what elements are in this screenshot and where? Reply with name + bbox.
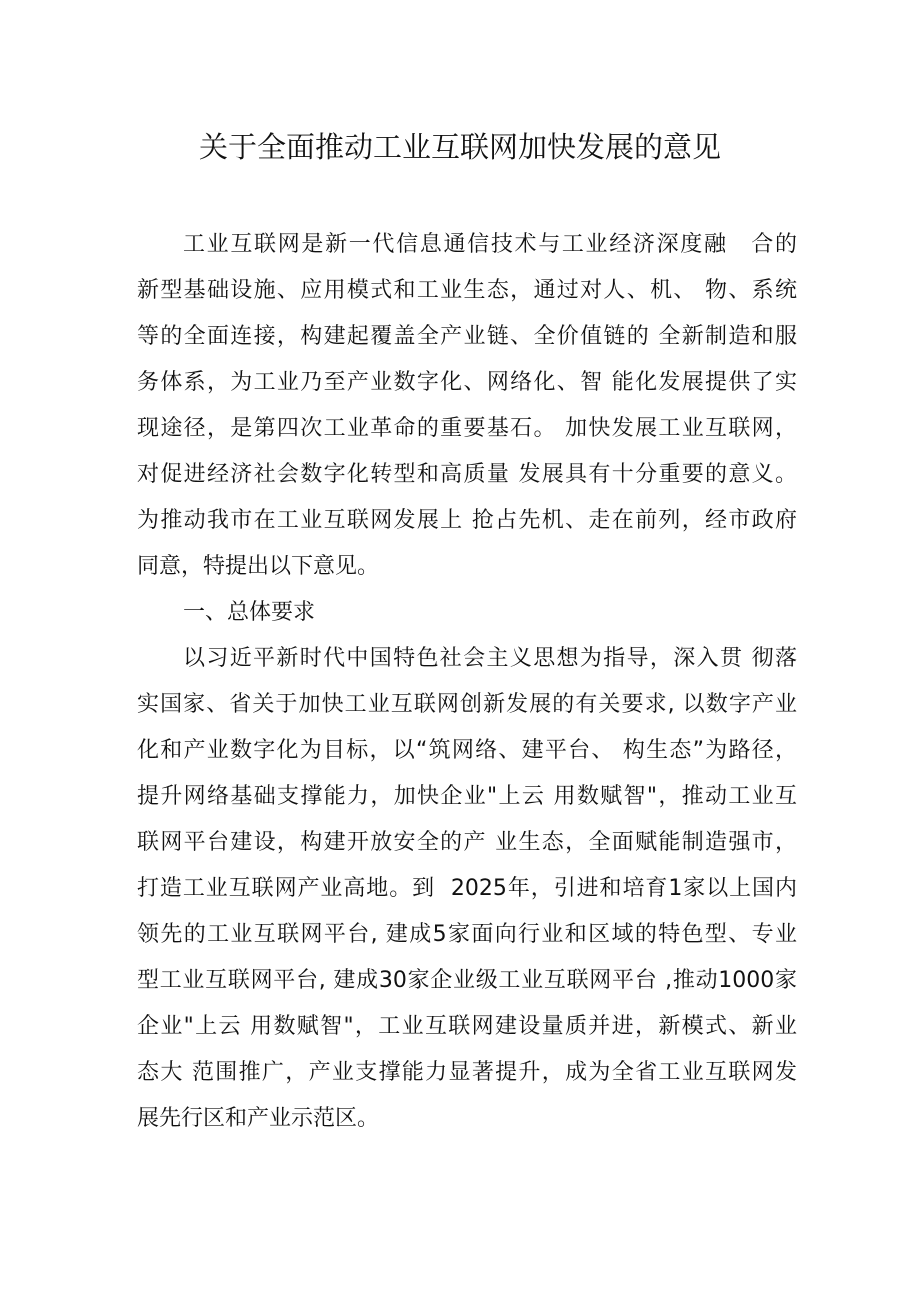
body-line: 型工业互联网平台, 建成30家企业级工业互联网平台 ,推动1000家 <box>137 968 797 993</box>
body-line: 等的全面连接，构建起覆盖全产业链、全价值链的 全新制造和服 <box>137 324 797 349</box>
body-line: 化和产业数字化为目标，以“筑网络、建平台、 构生态”为路径， <box>137 738 797 763</box>
body-line: 为推动我市在工业互联网发展上 抢占先机、走在前列，经市政府 <box>137 508 797 533</box>
body-line: 工业互联网是新一代信息通信技术与工业经济深度融 合的 <box>183 232 797 257</box>
body-line: 领先的工业互联网平台, 建成5家面向行业和区域的特色型、专业 <box>137 922 797 947</box>
body-line: 提升网络基础支撑能力，加快企业"上云 用数赋智"，推动工业互 <box>137 784 797 809</box>
body-line: 联网平台建设，构建开放安全的产 业生态，全面赋能制造强市， <box>137 830 797 855</box>
body-line: 同意，特提出以下意见。 <box>137 554 380 579</box>
document-body <box>137 222 797 1142</box>
body-line: 以习近平新时代中国特色社会主义思想为指导，深入贯 彻落 <box>183 646 797 671</box>
body-line: 打造工业互联网产业高地。到 2025年，引进和培育1家以上国内 <box>137 876 797 901</box>
body-line: 现途径，是第四次工业革命的重要基石。 加快发展工业互联网， <box>137 416 797 441</box>
body-line: 展先行区和产业示范区。 <box>137 1106 380 1131</box>
body-line: 实国家、省关于加快工业互联网创新发展的有关要求, 以数字产业 <box>137 692 797 717</box>
body-line: 企业"上云 用数赋智"，工业互联网建设量质并进，新模式、新业 <box>137 1014 797 1039</box>
body-line: 务体系，为工业乃至产业数字化、网络化、智 能化发展提供了实 <box>137 370 797 395</box>
body-line: 态大 范围推广，产业支撑能力显著提升，成为全省工业互联网发 <box>137 1060 797 1085</box>
body-line: 对促进经济社会数字化转型和高质量 发展具有十分重要的意义。 <box>137 462 797 487</box>
body-line: 新型基础设施、应用模式和工业生态，通过对人、机、 物、系统 <box>137 278 797 303</box>
document-title: 关于全面推动工业互联网加快发展的意见 <box>198 130 721 164</box>
body-line: 一、总体要求 <box>183 600 316 625</box>
